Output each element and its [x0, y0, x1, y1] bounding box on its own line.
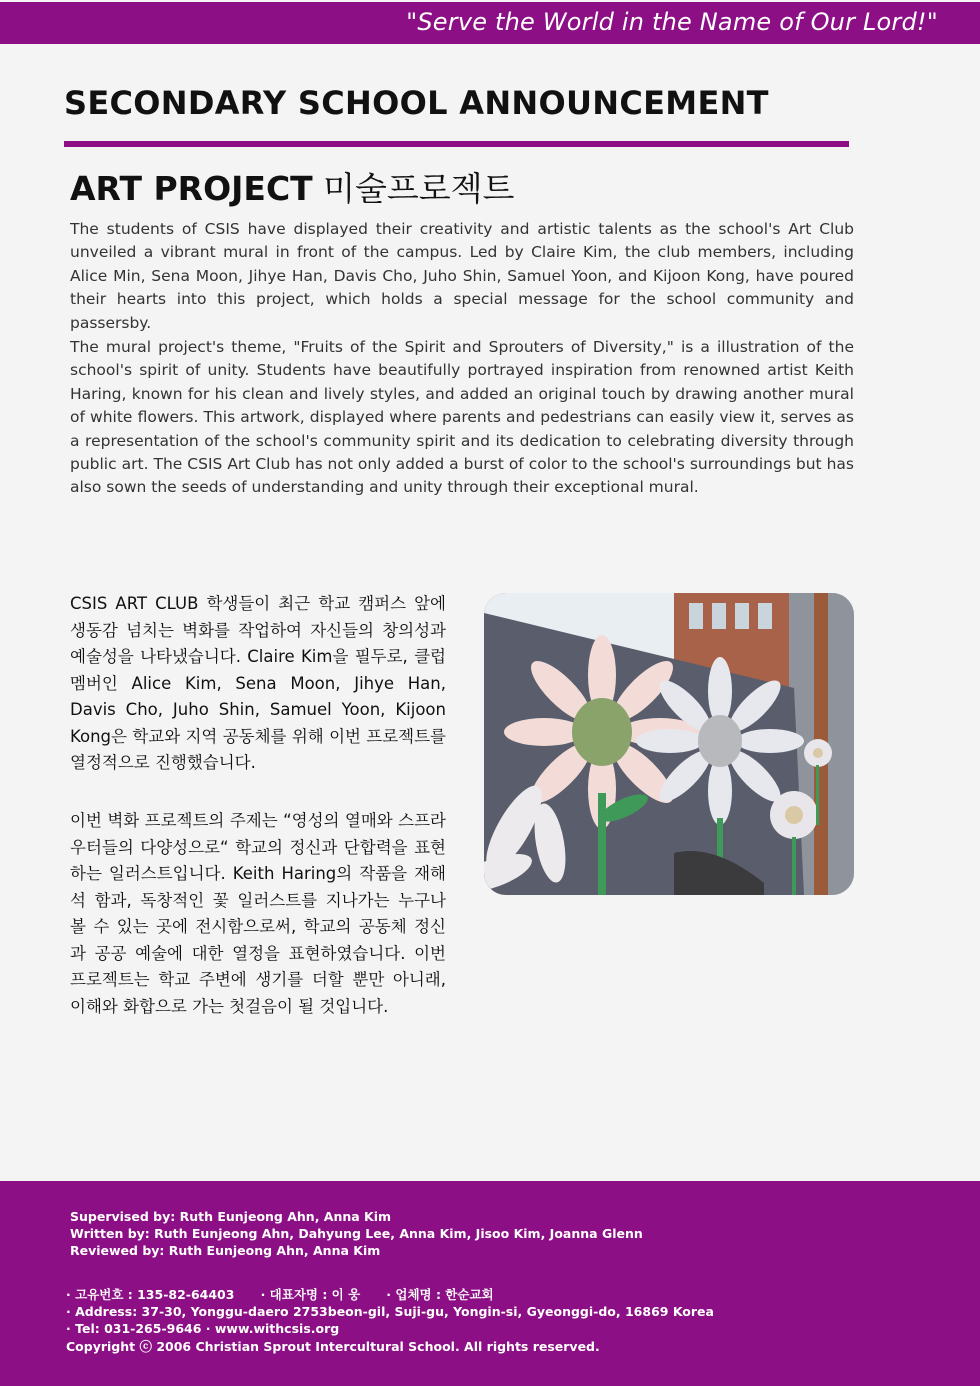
mural-illustration [484, 593, 854, 895]
korean-paragraph-1: CSIS ART CLUB 학생들이 최근 학교 캠퍼스 앞에 생동감 넘치는 벽화를 작업하여 자신들의 창의성과 예술성을 나타냈습니다. Claire Kim을 필두로, 클럽 멤버인 Alice Kim, Sena Moon, Jihye Han, Davis Cho, Juho Shin, Samuel Yoon, Kijoon Kong은 학교와 지역 공동체를 위해 이번 프로젝트를 열정적으로 진행했습니다. [70, 594, 446, 772]
copyright-notice: Copyright ⓒ 2006 Christian Sprout Intercultural School. All rights reserved. [66, 1339, 600, 1354]
school-motto: "Serve the World in the Name of Our Lord!" [406, 8, 938, 36]
page-headline: SECONDARY SCHOOL ANNOUNCEMENT [64, 84, 769, 122]
section-title-korean: 미술프로젝트 [323, 169, 515, 208]
address-info: · Address: 37-30, Yonggu-daero 2753beon-gil, Suji-gu, Yongin-si, Gyeonggi-do, 16869 Korea [66, 1304, 714, 1319]
english-paragraph-1: The students of CSIS have displayed their creativity and artistic talents as the school's Art Club unveiled a vibrant mural in front of the campus. Led by Claire Kim, the club members, including Alice Min, Sena Moon, Jihye Han, Davis Cho, Juho Shin, Samuel Yoon, and Kijoon Kong, have poured their hearts into this project, which holds a special message for the school community and passersby. [70, 220, 854, 332]
top-banner [0, 0, 980, 44]
section-title-english: ART PROJECT [70, 169, 313, 208]
english-paragraph-2: The mural project's theme, "Fruits of the Spirit and Sprouters of Diversity," is a illustration of the school's spirit of unity. Students have beautifully portrayed inspiration from renowned artist Keith Haring, known for his clean and lively styles, and added an original touch by drawing another mural of white flowers. This artwork, displayed where parents and pedestrians can easily view it, serves as a representation of the school's community spirit and its dedication to celebrating diversity through public art. The CSIS Art Club has not only added a burst of color to the school's surroundings but has also sown the seeds of understanding and unity through their exceptional mural. [70, 338, 854, 497]
headline-divider [64, 141, 849, 147]
credit-written: Written by: Ruth Eunjeong Ahn, Dahyung Lee, Anna Kim, Jisoo Kim, Joanna Glenn [70, 1226, 643, 1241]
section-title [70, 163, 514, 210]
credit-supervised: Supervised by: Ruth Eunjeong Ahn, Anna Kim [70, 1209, 392, 1224]
contact-info: · Tel: 031-265-9646 · www.withcsis.org [66, 1321, 340, 1336]
korean-paragraph-2: 이번 벽화 프로젝트의 주제는 “영성의 열매와 스프라우터들의 다양성으로“ 학교의 정신과 단합력을 표현하는 일러스트입니다. Keith Haring의 작품을 재해석 함과, 독창적인 꽃 일러스트를 지나가는 누구나 볼 수 있는 곳에 전시함으로써, 학교의 공동체 정신과 공공 예술에 대한 열정을 표현하였습니다. 이번 프로젝트는 학교 주변에 생기를 더할 뿐만 아니래, 이해와 화합으로 가는 첫걸음이 될 것입니다. [70, 811, 446, 1016]
registration-info: · 고유번호 : 135-82-64403 · 대표자명 : 이 웅 · 업체명 : 한순교회 [66, 1287, 494, 1302]
mural-photo [484, 593, 854, 895]
credit-reviewed: Reviewed by: Ruth Eunjeong Ahn, Anna Kim [70, 1243, 381, 1258]
